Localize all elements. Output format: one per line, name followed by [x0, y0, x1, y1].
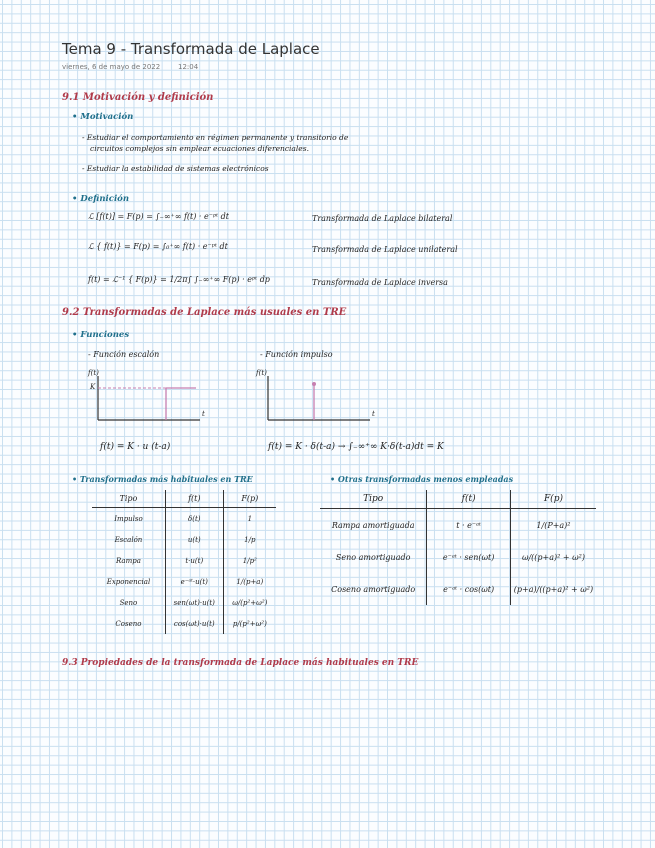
table-cell: Exponencial	[106, 577, 151, 586]
table-cell: ω/(p²+ω²)	[223, 592, 276, 613]
table-cell: sen(ωt)·u(t)	[165, 592, 223, 613]
escalon-formula: f(t) = K · u (t-a)	[100, 442, 171, 452]
escalon-axis-t: t	[202, 410, 205, 418]
motivacion-line-1: - Estudiar el comportamiento en régimen permanente y transitorio de	[82, 133, 349, 142]
impulso-axis-f: f(t)	[256, 369, 267, 377]
table-cell: 1/p	[223, 529, 276, 550]
table-cell: t·u(t)	[165, 550, 223, 571]
def-inversa-label: Transformada de Laplace inversa	[312, 278, 448, 287]
table-cell: (p+a)/((p+a)² + ω²)	[510, 573, 596, 605]
impulso-spike-tip	[312, 382, 316, 386]
escalon-k-label: K	[90, 383, 96, 391]
def-unilateral-label: Transformada de Laplace unilateral	[312, 245, 458, 254]
escalon-axis-f: f(t)	[88, 369, 99, 377]
table-1-title: • Transformadas más habituales en TRE	[72, 474, 253, 484]
table-2	[320, 490, 596, 605]
motivacion-heading: • Motivación	[72, 112, 134, 122]
table-cell: 1/(P+a)²	[510, 509, 596, 542]
table-cell: 1/p²	[223, 550, 276, 571]
table-cell: 1	[223, 508, 276, 530]
table-cell: e⁻ᵃᵗ · cos(ωt)	[427, 573, 511, 605]
table-cell: Seno	[119, 598, 138, 607]
table-cell: t · e⁻ᵃᵗ	[427, 509, 511, 542]
section-3-heading: 9.3 Propiedades de la transformada de Laplace más habituales en TRE	[62, 658, 419, 668]
motivacion-line-3: - Estudiar la estabilidad de sistemas electrónicos	[82, 164, 269, 173]
section-1-heading: 9.1 Motivación y definición	[62, 92, 214, 103]
table-2-header: f(t)	[427, 490, 511, 509]
table-1	[92, 490, 276, 634]
table-cell: Escalón	[114, 535, 143, 544]
table-cell: Rampa	[115, 556, 141, 565]
table-cell: e⁻ᵃᵗ · sen(ωt)	[427, 541, 511, 573]
table-cell: Impulso	[114, 514, 143, 523]
section-2-heading: 9.2 Transformadas de Laplace más usuales en TRE	[62, 307, 347, 318]
page-time: 12:04	[178, 63, 199, 71]
table-row	[92, 613, 276, 634]
table-1-header: Tipo	[92, 490, 165, 508]
table-cell: Seno amortiguado	[335, 552, 411, 562]
escalon-graph	[84, 368, 214, 430]
impulso-axis-t: t	[372, 410, 375, 418]
table-row	[92, 592, 276, 613]
impulso-graph	[254, 368, 384, 430]
table-row	[320, 509, 596, 542]
def-bilateral-label: Transformada de Laplace bilateral	[312, 214, 453, 223]
table-cell: δ(t)	[165, 508, 223, 530]
table-cell: cos(ωt)·u(t)	[165, 613, 223, 634]
def-bilateral-formula: ℒ [f(t)] = F(p) = ∫₋∞⁺∞ f(t) · e⁻ᵖᵗ dt	[88, 212, 229, 221]
table-cell: Coseno	[115, 619, 142, 628]
table-row	[320, 573, 596, 605]
def-inversa-formula: f(t) = ℒ⁻¹ { F(p)} = 1/2π∫ ∫₋∞⁺∞ F(p) · eᵖᵗ dp	[88, 275, 270, 284]
table-2-header-row	[320, 490, 596, 509]
motivacion-line-2: circuitos complejos sin emplear ecuaciones diferenciales.	[90, 144, 309, 153]
impulso-formula: f(t) = K · δ(t-a) → ∫₋∞⁺∞ K·δ(t-a)dt = K	[268, 442, 444, 452]
table-row	[92, 571, 276, 592]
page-meta	[62, 63, 198, 71]
table-cell: ω/((p+a)² + ω²)	[510, 541, 596, 573]
page-title: Tema 9 - Transformada de Laplace	[62, 40, 320, 58]
definicion-heading: • Definición	[72, 194, 130, 204]
escalon-title: - Función escalón	[88, 350, 160, 359]
impulso-title: - Función impulso	[260, 350, 333, 359]
table-cell: u(t)	[165, 529, 223, 550]
table-2-title: • Otras transformadas menos empleadas	[330, 474, 514, 484]
table-1-header: F(p)	[223, 490, 276, 508]
table-row	[92, 529, 276, 550]
def-unilateral-formula: ℒ { f(t)} = F(p) = ∫₀⁺∞ f(t) · e⁻ᵖᵗ dt	[88, 242, 228, 251]
table-row	[320, 541, 596, 573]
table-cell: e⁻ᵃᵗ·u(t)	[165, 571, 223, 592]
table-cell: 1/(p+a)	[223, 571, 276, 592]
page-date: viernes, 6 de mayo de 2022	[62, 63, 161, 71]
table-2-header: Tipo	[320, 490, 427, 509]
table-cell: p/(p²+ω²)	[223, 613, 276, 634]
table-2-header: F(p)	[510, 490, 596, 509]
table-cell: Coseno amortiguado	[331, 584, 416, 594]
table-row	[92, 550, 276, 571]
table-cell: Rampa amortiguada	[331, 520, 415, 530]
funciones-heading: • Funciones	[72, 330, 130, 340]
table-1-header-row	[92, 490, 276, 508]
table-1-header: f(t)	[165, 490, 223, 508]
table-row	[92, 508, 276, 530]
